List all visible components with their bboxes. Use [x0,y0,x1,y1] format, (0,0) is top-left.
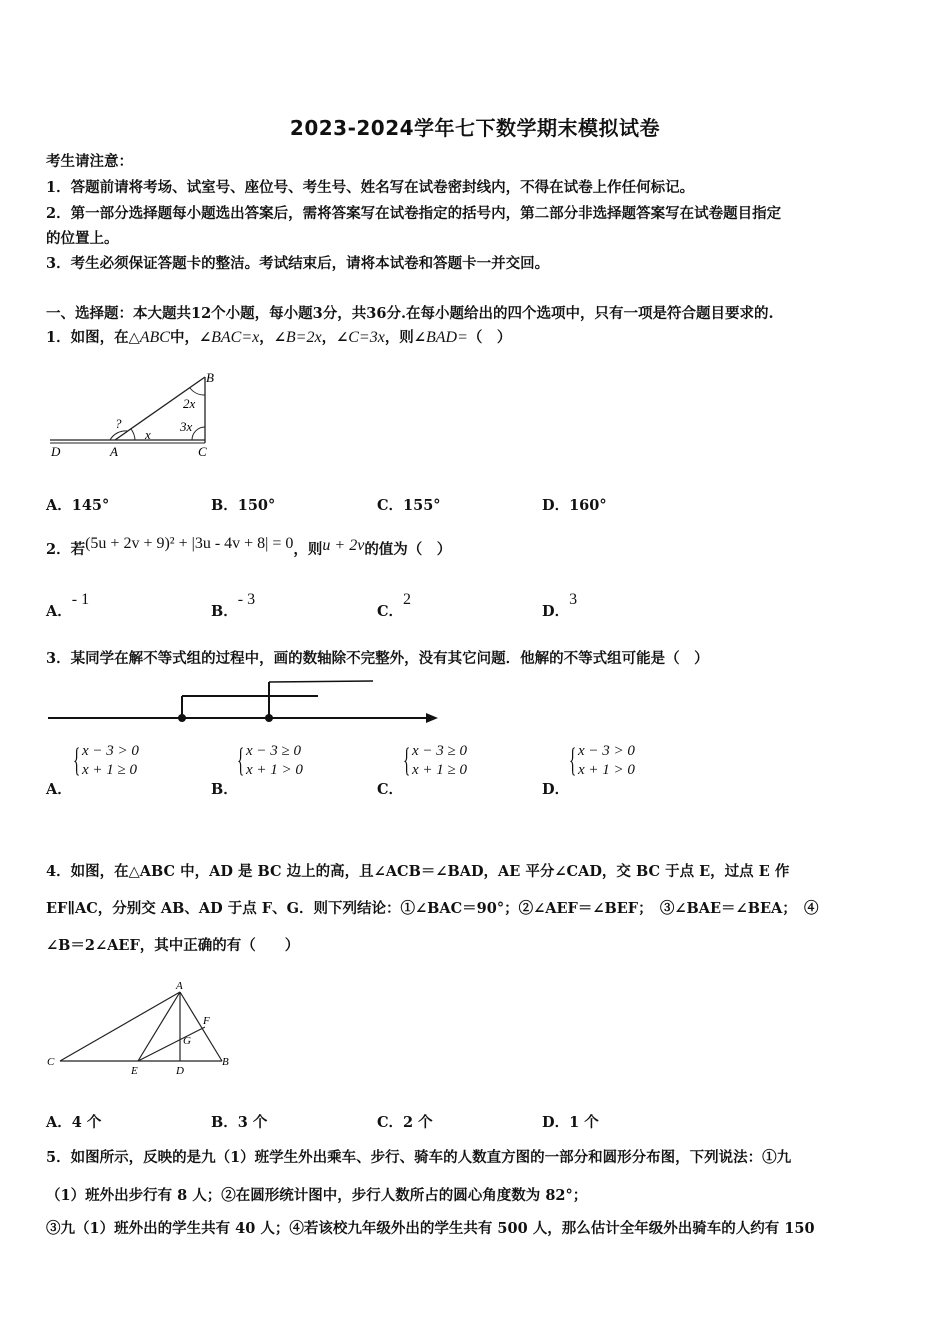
notice-item: 3．考生必须保证答题卡的整洁。考试结束后，请将本试卷和答题卡一并交回。 [46,255,550,272]
figure-label: D [51,444,61,459]
option-d: D．3 [542,591,578,620]
question-4-line: 4．如图，在△ABC 中，AD 是 BC 边上的高，且∠ACB＝∠BAD，AE 平分∠CAD，交 BC 于点 E，过点 E 作 [46,863,790,880]
exam-page: 2023-2024学年七下数学期末模拟试卷 考生请注意： 1．答题前请将考场、试室号、座位号、考生号、姓名写在试卷密封线内，不得在试卷上作任何标记。 2．第一部分选择题每小题选出答案后，需将答案写在试卷指定的括号内，第二部分非选择题答案写在试卷题目指定 的位置上。 3．考生必须保证答题卡的整洁。考试结束后，请将本试卷和答题卡一并交回。 一、选择题：本大题共12个小题，每小题3分，共36分.在每小题给出的四个选项中，只有一项是符合题目要求的. 1．如图，在△ABC中，∠BAC=x，∠B=2x，∠C=3x，则∠BAD=（ ） B 2x ? x 3x D A C A．145° B．150° C．155° D．160° 2．若(5u + 2v + 9)² + |3u - 4v + 8| = 0，则u + 2v的值为（ ） A．- 1 B．- 3 C．2 D．3 3．某同学在解不等式组的过程中，画的数轴除不完整外，没有其它问题．他解的不等式组可能是（ ） A． { x − 3 > 0 x + 1 ≥ 0 B． { x − 3 ≥ 0 x + 1 > 0 C． { x − 3 ≥ 0 x + 1 ≥ 0 D． { x − 3 > 0 x + 1 > 0 4．如图，在△ABC 中，AD 是 BC 边上的高，且∠ACB＝∠BAD，AE 平分∠CAD，交 BC 于点 E，过点 E 作 EF∥AC，分别交 AB、AD 于点 F、G．则下列结论：①∠BAC＝90°；②∠AEF＝∠BEF； ③∠BAE＝∠BEA； ④ ∠B＝2∠AEF，其中正确的有（ ） A F G C E D B A．4 个 B．3 个 C．2 个 D．1 个 5．如图所示，反映的是九（1）班学生外出乘车、步行、骑车的人数直方图的一部分和圆形分布图，下列说法：①九 （1）班外出步行有 8 人；②在圆形统计图中，步行人数所占的圆心角度数为 82°； ③九（1）班外出的学生共有 40 人；④若该校九年级外出的学生共有 500 人，那么估计全年级外出骑车的人约有 150 [0,0,950,1344]
equation: (5u + 2v + 9)² + |3u - 4v + 8| = 0 [85,535,294,552]
option-c: C．155° [377,497,441,514]
figure-label: D [176,1065,184,1077]
option-a: A．4 个 [46,1114,102,1131]
question-2-stem: 2．若(5u + 2v + 9)² + |3u - 4v + 8| = 0，则u + 2v的值为（ ） [46,535,452,558]
option-a: A．- 1 [46,591,90,620]
question-5-line: ③九（1）班外出的学生共有 40 人；④若该校九年级外出的学生共有 500 人，那么估计全年级外出骑车的人约有 150 [46,1220,815,1237]
question-1-figure [40,360,240,470]
figure-label: C [198,444,207,459]
question-4-line: EF∥AC，分别交 AB、AD 于点 F、G．则下列结论：①∠BAC＝90°；②∠AEF＝∠BEF； ③∠BAE＝∠BEA； ④ [46,900,819,917]
notice-item: 的位置上。 [46,230,119,247]
figure-label: ? [115,416,122,431]
question-5-line: （1）班外出步行有 8 人；②在圆形统计图中，步行人数所占的圆心角度数为 82°； [46,1187,588,1204]
option-a-letter: A． [46,781,72,798]
option-d-letter: D． [542,781,570,798]
figure-label: A [176,980,183,992]
option-c: C．2 个 [377,1114,433,1131]
option-d: D．160° [542,497,607,514]
question-4-line: ∠B＝2∠AEF，其中正确的有（ ） [46,937,300,954]
figure-label: B [222,1056,229,1068]
notice-item: 2．第一部分选择题每小题选出答案后，需将答案写在试卷指定的括号内，第二部分非选择题答案写在试卷题目指定 [46,205,782,222]
option-c: C．2 [377,591,412,620]
option-a: A．145° [46,497,110,514]
option-c-letter: C． [377,781,404,798]
option-b: B．3 个 [211,1114,268,1131]
figure-label: F [203,1015,210,1027]
notice-item: 1．答题前请将考场、试室号、座位号、考生号、姓名写在试卷密封线内，不得在试卷上作任何标记。 [46,179,695,196]
number-line-figure [46,676,446,726]
expression: u + 2v [322,537,365,554]
figure-label: A [110,444,118,459]
question-1-stem: 1．如图，在△ABC中，∠BAC=x，∠B=2x，∠C=3x，则∠BAD=（ ） [46,329,512,346]
question-4-figure [40,975,250,1080]
option-b: B．150° [211,497,276,514]
figure-label: E [131,1065,138,1077]
figure-label: 3x [180,419,193,434]
figure-label: 2x [183,396,196,411]
page-title: 2023-2024学年七下数学期末模拟试卷 [289,116,661,140]
option-b: B．- 3 [211,591,256,620]
option-d: D．1 个 [542,1114,599,1131]
section-heading: 一、选择题：本大题共12个小题，每小题3分，共36分.在每小题给出的四个选项中，只有一项是符合题目要求的. [46,305,774,322]
figure-label: x [145,427,151,442]
figure-label: G [183,1035,191,1047]
figure-label: C [47,1056,55,1068]
question-5-line: 5．如图所示，反映的是九（1）班学生外出乘车、步行、骑车的人数直方图的一部分和圆形分布图，下列说法：①九 [46,1149,792,1166]
notice-heading: 考生请注意： [46,153,133,170]
option-b-letter: B． [211,781,238,798]
question-3-stem: 3．某同学在解不等式组的过程中，画的数轴除不完整外，没有其它问题．他解的不等式组可能是（ ） [46,650,709,667]
figure-label: B [206,370,214,385]
